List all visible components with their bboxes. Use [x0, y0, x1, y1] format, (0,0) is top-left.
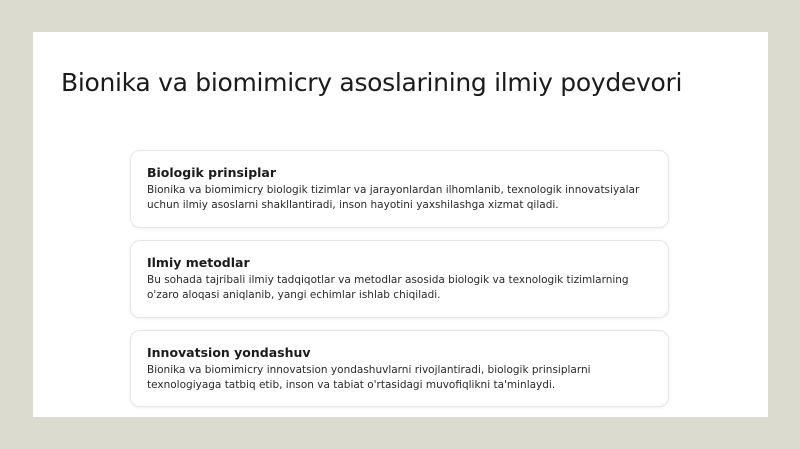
slide-title: Bionika va biomimicry asoslarining ilmiy poydevori	[61, 68, 683, 97]
card-text: Bionika va biomimicry innovatsion yondashuvlarni rivojlantiradi, biologik prinsiplarni texnologiyaga tatbiq etib, inson va tabiat o'rtasidagi muvofiqlikni ta'minlaydi.	[147, 364, 591, 391]
card-text: Bu sohada tajribali ilmiy tadqiqotlar va metodlar asosida biologik va texnologik tizimlarning o'zaro aloqasi aniqlanib, yangi echimlar ishlab chiqiladi.	[147, 274, 629, 301]
card-text: Bionika va biomimicry biologik tizimlar va jarayonlardan ilhomlanib, texnologik innovatsiyalar uchun ilmiy asoslarni shakllantiradi, inson hayotini yaxshilashga xizmat qiladi.	[147, 184, 640, 211]
card-biologik-prinsiplar	[130, 150, 669, 228]
card-innovatsion-yondashuv	[130, 330, 669, 407]
card-title: Ilmiy metodlar	[147, 255, 250, 270]
card-ilmiy-metodlar	[130, 240, 669, 318]
card-title: Innovatsion yondashuv	[147, 345, 311, 360]
card-title: Biologik prinsiplar	[147, 165, 277, 180]
slide	[33, 32, 768, 417]
